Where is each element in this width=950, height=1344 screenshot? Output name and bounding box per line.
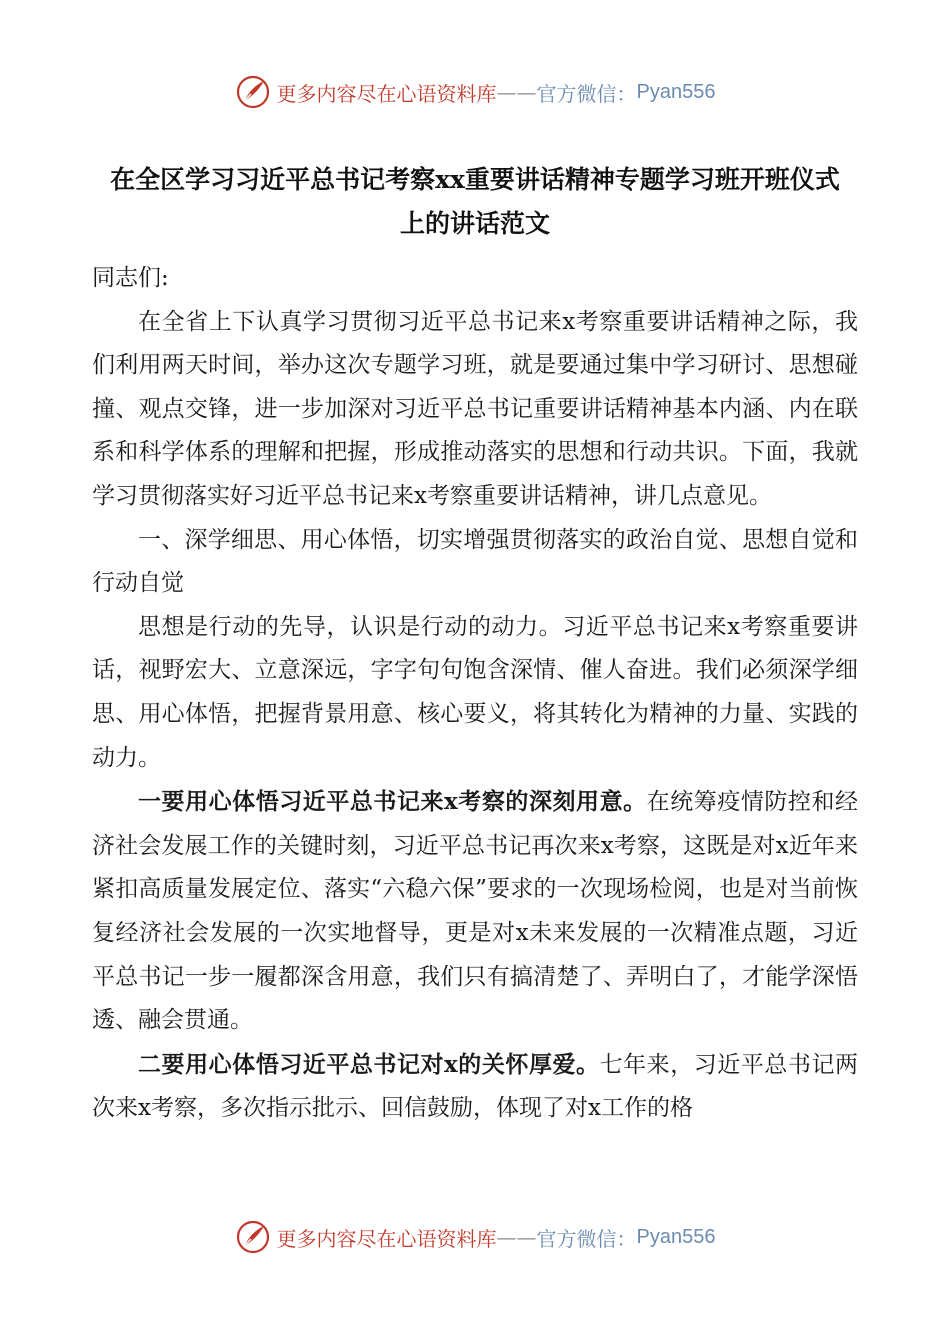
document-title	[92, 158, 858, 246]
title-line-1: 在全区学习习近平总书记考察xx重要讲话精神专题学习班开班仪式	[110, 165, 840, 194]
banner-main-text: 更多内容尽在心语资料库	[276, 81, 497, 106]
banner-wechat-label: 官方微信：	[536, 1226, 637, 1251]
quill-logo-icon	[235, 1219, 271, 1255]
paragraph-section-1: 思想是行动的先导，认识是行动的动力。习近平总书记来x考察重要讲话，视野宏大、立意深远，字字句句饱含深情、催人奋进。我们必须深学细思、用心体悟，把握背景用意、核心要义，将其转化为精神的力量、实践的动力。	[92, 613, 858, 771]
point-1-text: 在统筹疫情防控和经济社会发展工作的关键时刻，习近平总书记再次来x考察，这既是对x近年来紧扣高质量发展定位、落实“六稳六保”要求的一次现场检阅，也是对当前恢复经济社会发展的一次实地督导，更是对x未来发展的一次精准点题，习近平总书记一步一履都深含用意，我们只有搞清楚了、弄明白了，才能学深悟透、融会贯通。	[92, 789, 858, 1034]
banner-wechat-id: Pyan556	[636, 1225, 716, 1248]
banner-wechat-label: 官方微信：	[536, 81, 637, 106]
point-2-text: 七年来，习近平总书记两次来x考察，多次指示批示、回信鼓励，体现了对x工作的格	[92, 1051, 859, 1122]
salutation: 同志们:	[92, 265, 169, 291]
quill-logo-icon	[235, 74, 271, 110]
footer-watermark-banner	[0, 1217, 950, 1257]
point-1-heading: 一要用心体悟习近平总书记来x考察的深刻用意。	[138, 788, 647, 816]
header-watermark-banner	[0, 72, 950, 112]
banner-separator: ——	[496, 1225, 537, 1249]
section-heading-1: 一、深学细思、用心体悟，切实增强贯彻落实的政治自觉、思想自觉和行动自觉	[92, 526, 858, 597]
document-body	[92, 257, 858, 1131]
paragraph-intro: 在全省上下认真学习贯彻习近平总书记来x考察重要讲话精神之际，我们利用两天时间，举办这次专题学习班，就是要通过集中学习研讨、思想碰撞、观点交锋，进一步加深对习近平总书记重要讲话精神基本内涵、内在联系和科学体系的理解和把握，形成推动落实的思想和行动共识。下面，我就学习贯彻落实好习近平总书记来x考察重要讲话精神，讲几点意见。	[92, 308, 858, 509]
banner-separator: ——	[496, 80, 537, 104]
paragraph-point-2	[92, 1043, 858, 1131]
paragraph-point-1	[92, 780, 858, 1043]
banner-wechat-id: Pyan556	[636, 80, 716, 103]
point-2-heading: 二要用心体悟习近平总书记对x的关怀厚爱。	[138, 1050, 600, 1078]
title-line-2: 上的讲话范文	[399, 209, 550, 238]
banner-main-text: 更多内容尽在心语资料库	[276, 1226, 497, 1251]
